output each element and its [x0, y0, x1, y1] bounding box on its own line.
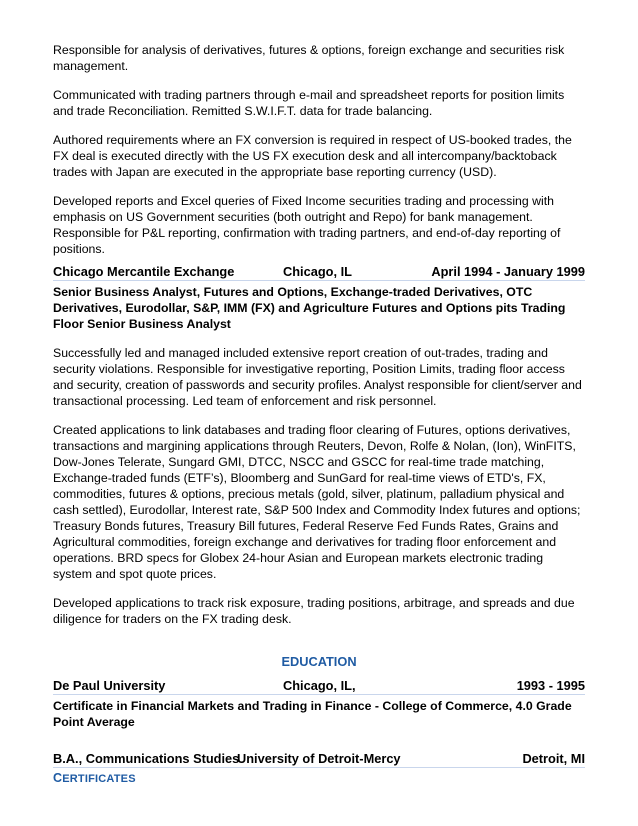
intro-paragraph: Communicated with trading partners through e-mail and spreadsheet reports for position limits and trade Reconciliation. Remitted S.W.I.F.T. data for trade balancing. — [53, 88, 565, 118]
job-location: Chicago, IL — [283, 264, 352, 279]
intro-paragraph: Authored requirements where an FX conversion is required in respect of US-booked trades, the FX deal is executed directly with the US FX execution desk and all intercompany/backtoback trades with Japan are executed in the appropriate base reporting currency (USD). — [53, 133, 572, 179]
school-header — [53, 677, 585, 695]
degree-name: B.A., Communications Studies — [53, 751, 240, 766]
school-name: De Paul University — [53, 678, 166, 693]
school-location: Chicago, IL, — [283, 678, 356, 693]
employer-name: Chicago Mercantile Exchange — [53, 264, 235, 279]
resume-page — [53, 42, 585, 786]
school-dates: 1993 - 1995 — [516, 678, 585, 693]
certificates-heading — [53, 771, 585, 786]
job-title: Senior Business Analyst, Futures and Options, Exchange-traded Derivatives, OTC Derivatives, Eurodollar, S&P, IMM (FX) and Agriculture Futures and Options pits Trading Floor Senior Business Analyst — [53, 285, 566, 331]
job-header — [53, 263, 585, 281]
intro-paragraph: Developed reports and Excel queries of Fixed Income securities trading and processing with emphasis on US Government securities (both outright and Repo) for bank management. Responsible for P&L reporting, confirmation with trading partners, and end-of-day reporting of positions. — [53, 194, 561, 256]
intro-paragraph: Responsible for analysis of derivatives, futures & options, foreign exchange and securities risk management. — [53, 43, 565, 73]
education-heading: EDUCATION — [281, 654, 357, 669]
job-paragraph: Created applications to link databases and trading floor clearing of Futures, options derivatives, transactions and margining applications through Reuters, Devon, Rolfe & Nolan, (Ion), WinFITS, Dow-Jones Telerate, Sungard GMI, DTCC, NSCC and GSCC for real-time trade matching, Exchange-traded funds (ETF’s), Bloomberg and SunGard for real-time views of ETD's, FX, commodities, futures & options, precious metals (gold, silver, platinum, palladium physical and cash settled), Eurodollar, Interest rate, S&P 500 Index and Commodity Index futures and options; Treasury Bonds futures, Treasury Bill futures, Federal Reserve Fed Funds Rates, Grains and Agricultural commodities, foreign exchange and derivatives for trading floor enforcement and operations. BRD specs for Globex 24-hour Asian and European markets electronic trading system and spot quote prices. — [53, 423, 581, 581]
job-paragraph: Successfully led and managed included extensive report creation of out-trades, trading and security violations. Responsible for investigative reporting, Position Limits, trading floor access and security, creation of passwords and security profiles. Analyst responsible for client/server and transactional processing. Led team of enforcement and risk personnel. — [53, 346, 582, 408]
school-detail: Certificate in Financial Markets and Trading in Finance - College of Commerce, 4.0 Grade Point Average — [53, 699, 572, 729]
certificates-rest: ERTIFICATES — [62, 773, 136, 785]
job-dates: April 1994 - January 1999 — [431, 264, 585, 279]
degree-header — [53, 750, 585, 768]
certificates-initial: C — [53, 771, 63, 785]
degree-location: Detroit, MI — [522, 751, 585, 766]
job-paragraph: Developed applications to track risk exposure, trading positions, arbitrage, and spreads and due diligence for traders on the FX trading desk. — [53, 596, 575, 626]
degree-school: University of Detroit-Mercy — [237, 751, 401, 766]
